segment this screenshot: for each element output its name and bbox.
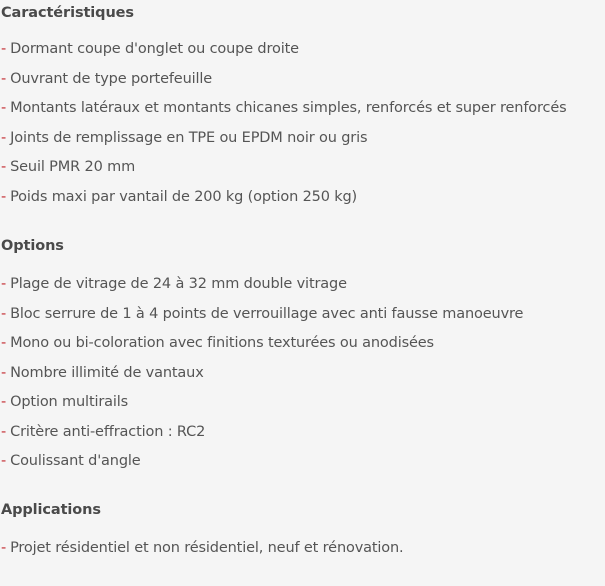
bullet-dash: -	[1, 41, 7, 57]
list-item-text: Option multirails	[10, 394, 129, 410]
list-item-text: Poids maxi par vantail de 200 kg (option 250 kg)	[10, 188, 358, 205]
bullet-dash: -	[1, 394, 7, 410]
list-item-text: Coulissant d'angle	[10, 453, 141, 469]
section-title-applications: Applications	[1, 502, 101, 518]
list-item	[1, 447, 523, 477]
list-item	[1, 418, 523, 448]
list-item-text: Plage de vitrage de 24 à 32 mm double vitrage	[10, 276, 347, 292]
list-item	[1, 388, 523, 418]
bullet-dash: -	[1, 276, 7, 292]
list-item-text: Dormant coupe d'onglet ou coupe droite	[10, 41, 299, 57]
bullet-dash: -	[1, 188, 7, 205]
bullet-dash: -	[1, 159, 7, 175]
bullet-dash: -	[1, 100, 7, 116]
list-item-text: Seuil PMR 20 mm	[10, 159, 136, 175]
section-title-options: Options	[1, 238, 64, 254]
section-title-caracteristiques: Caractéristiques	[1, 5, 134, 21]
bullet-dash: -	[1, 453, 7, 469]
list-item	[1, 94, 567, 124]
list-item	[1, 183, 567, 213]
list-item-text: Projet résidentiel et non résidentiel, neuf et rénovation.	[10, 540, 404, 556]
bullet-dash: -	[1, 305, 7, 322]
list-item-text: Nombre illimité de vantaux	[10, 364, 204, 381]
bullet-dash: -	[1, 335, 7, 351]
list-item	[1, 534, 404, 564]
list-item-text: Joints de remplissage en TPE ou EPDM noir ou gris	[10, 129, 368, 146]
list-item-text: Bloc serrure de 1 à 4 points de verrouillage avec anti fausse manoeuvre	[10, 305, 524, 322]
list-item	[1, 153, 567, 183]
list-item-text: Ouvrant de type portefeuille	[10, 70, 213, 87]
list-item	[1, 300, 523, 330]
list-caracteristiques	[1, 35, 567, 212]
list-item	[1, 329, 523, 359]
list-item	[1, 124, 567, 154]
list-item	[1, 359, 523, 389]
list-item-text: Critère anti-effraction : RC2	[10, 423, 206, 440]
list-item-text: Montants latéraux et montants chicanes simples, renforcés et super renforcés	[10, 100, 567, 116]
list-applications	[1, 534, 404, 564]
bullet-dash: -	[1, 364, 7, 381]
bullet-dash: -	[1, 129, 7, 146]
bullet-dash: -	[1, 70, 7, 87]
list-item	[1, 35, 567, 65]
list-item	[1, 270, 523, 300]
list-options	[1, 270, 523, 477]
bullet-dash: -	[1, 540, 7, 556]
list-item	[1, 65, 567, 95]
list-item-text: Mono ou bi-coloration avec finitions texturées ou anodisées	[10, 335, 434, 351]
bullet-dash: -	[1, 423, 7, 440]
